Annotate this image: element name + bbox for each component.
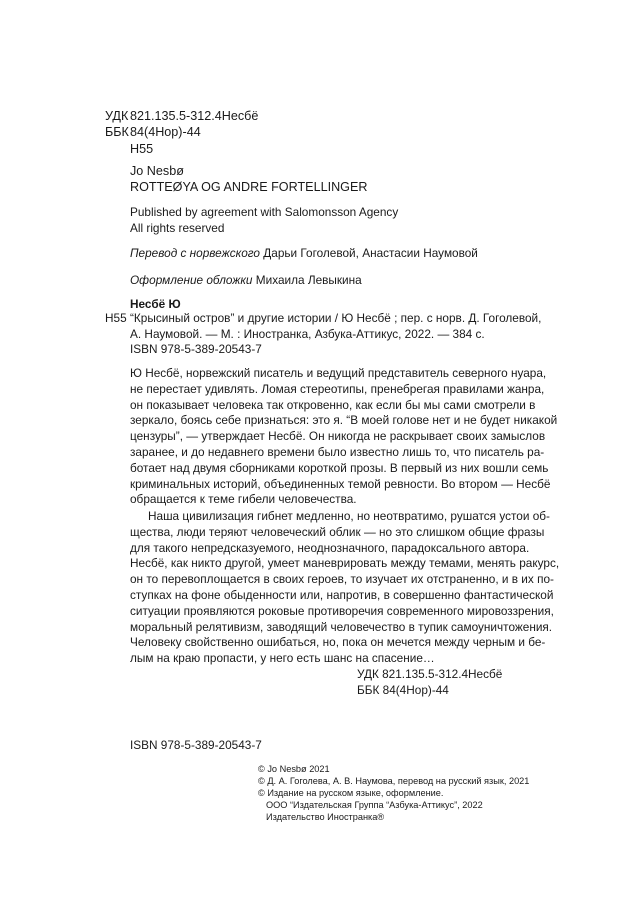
annotation-line: Ю Несбё, норвежский писатель и ведущий представитель северного нуара, [130, 366, 547, 380]
annotation-line: Человеку свойственно ошибаться, но, пока он мечется между черным и бе- [130, 635, 546, 650]
biblio-isbn: ISBN 978-5-389-20543-7 [130, 342, 262, 356]
annotation-line: криминальных историй, объединенных темой ревности. Во втором — Несбё [130, 476, 551, 491]
annotation-paragraph-2 [130, 509, 560, 667]
annotation-line: ботает над двумя сборниками короткой прозы. В первый из них вошли семь [130, 460, 549, 475]
translation-label: Перевод с норвежского [130, 246, 260, 260]
annotation-line: ситуации проявляются роковые противоречия современного мировоззрения, [130, 603, 554, 618]
annotation-line: Несбё, как никто другой, умеет маневрировать между темами, менять ракурс, [130, 556, 560, 571]
copyright-line-1: © Jo Nesbø 2021 [258, 764, 330, 774]
bbk-label: ББК [105, 125, 129, 139]
annotation-line: для такого непредсказуемого, неоднозначного, парадоксального автора. [130, 540, 530, 555]
copyright-line-2: © Д. А. Гоголева, А. В. Наумова, перевод на русский язык, 2021 [258, 776, 530, 786]
annotation-line: цензуры”, — утверждает Несбё. Он никогда не раскрывает своих замыслов [130, 429, 546, 444]
annotation-line: обращается к теме гибели человечества. [130, 492, 357, 507]
original-author: Jo Nesbø [130, 164, 184, 178]
translation-names: Дарьи Гоголевой, Анастасии Наумовой [263, 246, 478, 260]
annotation-line: он то перевоплощается в своих героев, то изучает их отстраненно, и в их по- [130, 572, 554, 587]
rights-reserved: All rights reserved [130, 221, 225, 235]
cover-label: Оформление обложки [130, 273, 253, 287]
translation-credit [130, 246, 478, 262]
annotation-paragraph-1 [130, 366, 558, 508]
annotation-line: моральный релятивизм, заводящий человечество в тупик самоуничтожения. [130, 619, 553, 634]
author-mark: Н55 [130, 142, 154, 156]
biblio-line-1: “Крысиный остров” и другие истории / Ю Несбё ; пер. с норв. Д. Гоголевой, [130, 311, 542, 325]
annotation-line: заранее, и до недавнего времени было известно лишь то, что писатель ра- [130, 444, 545, 459]
cover-credit [130, 273, 362, 289]
annotation-line: он показывает человека так откровенно, как если бы мы сами смотрели в [130, 397, 536, 412]
cover-name: Михаила Левыкина [255, 273, 362, 287]
annotation-line: Наша цивилизация гибнет медленно, но неотвратимо, рушатся устои об- [148, 509, 550, 523]
copyright-line-3: © Издание на русском языке, оформление. [258, 788, 444, 798]
biblio-line-2: А. Наумовой. — М. : Иностранка, Азбука-Аттикус, 2022. — 384 с. [130, 327, 485, 341]
annotation-line: ступках на фоне обыденности или, напротив, в совершенно фантастической [130, 587, 554, 602]
rights-agency: Published by agreement with Salomonsson Agency [130, 205, 399, 219]
annotation-udk: УДК 821.135.5-312.4Несбё [357, 667, 503, 681]
biblio-author: Несбё Ю [130, 297, 181, 311]
annotation-line: щества, люди теряют человеческий облик — но это слишком общие фразы [130, 524, 545, 539]
annotation-bbk: ББК 84(4Нор)-44 [357, 683, 449, 697]
udk-label: УДК [105, 109, 129, 123]
annotation-line: лым на краю пропасти, у него есть шанс на спасение… [130, 651, 435, 666]
original-title: ROTTEØYA OG ANDRE FORTELLINGER [130, 180, 368, 194]
copyright-line-5: Издательство Иностранка® [266, 812, 385, 822]
bottom-isbn: ISBN 978-5-389-20543-7 [130, 738, 262, 752]
bbk-value: 84(4Нор)-44 [130, 125, 201, 139]
copyright-line-4: ООО “Издательская Группа “Азбука-Аттикус”, 2022 [266, 800, 483, 810]
udk-value: 821.135.5-312.4Несбё [130, 109, 259, 123]
annotation-line: не перестает удивлять. Ломая стереотипы, пренебрегая правилами жанра, [130, 381, 545, 396]
biblio-mark: Н55 [105, 311, 127, 325]
annotation-line: зеркало, боясь себе признаться: это я. “В моей голове нет и не будет никакой [130, 413, 558, 428]
